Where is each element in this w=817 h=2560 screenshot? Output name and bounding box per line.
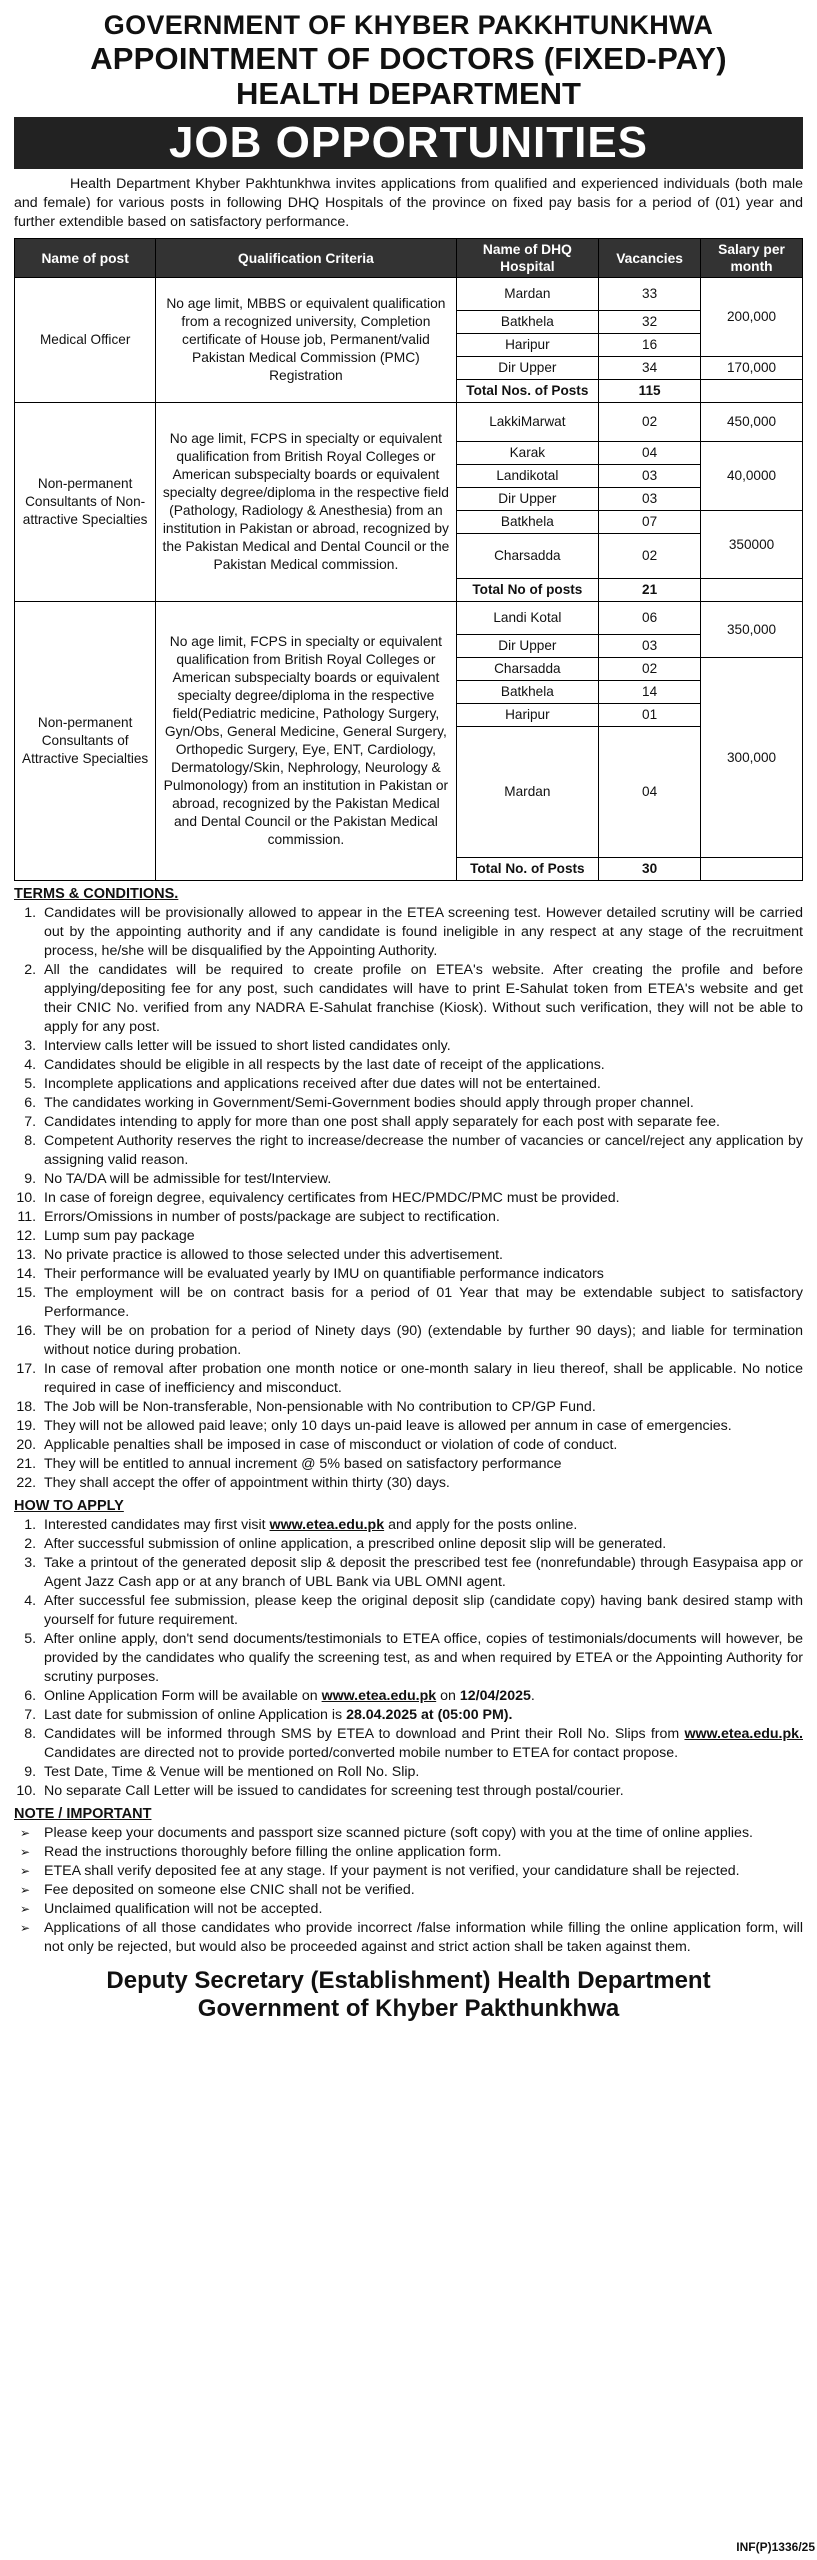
header [14,10,803,111]
list-item: 6. The candidates working in Government/Semi-Government bodies should apply through proper channel. [40,1094,803,1113]
post-name: Non-permanent Consultants of Attractive Specialties [15,602,156,881]
list-item: ➢ Applications of all those candidates who provide incorrect /false information while filling the online application form, will not only be rejected, but would also be proceeded against and strict action shall be taken against them. [40,1919,803,1957]
salary: 450,000 [701,403,803,442]
list-item: 3. Take a printout of the generated deposit slip & deposit the prescribed test fee (nonrefundable) through Easypaisa app or Agent Jazz Cash app or at any branch of UBL Bank via UBL OMNI agent. [40,1554,803,1592]
list-item [40,1725,803,1763]
intro-paragraph: Health Department Khyber Pakhtunkhwa invites applications from qualified and experienced individuals (both male and female) for various posts in following DHQ Hospitals of the province on fixed pay basis for a period of (01) year and further extendible based on satisfactory performance. [14,176,803,230]
list-item: 5. After online apply, don't send documents/testimonials to ETEA office, copies of testimonials/documents will however, be provided by the candidates who qualify the screening test, as and when required by ETEA or the Appointing Authority for scrutiny purposes. [40,1630,803,1687]
list-item: 3. Interview calls letter will be issued to short listed candidates only. [40,1037,803,1056]
vacancy-count: 34 [599,357,701,380]
total-label: Total No. of Posts [456,858,599,881]
list-item: 4. After successful fee submission, please keep the original deposit slip (candidate copy) having bank desired stamp with yourself for future requirement. [40,1592,803,1630]
vacancy-count: 06 [599,602,701,635]
hospital-name: Landi Kotal [456,602,599,635]
list-item: 7. Candidates intending to apply for more than one post shall apply separately for each post with separate fee. [40,1113,803,1132]
text: Online Application Form will be available on [44,1688,322,1704]
vacancy-count: 01 [599,704,701,727]
list-item: ➢ Read the instructions thoroughly before filling the online application form. [40,1843,803,1862]
signature-block [14,1967,803,2023]
list-item: 15. The employment will be on contract basis for a period of 01 Year that may be extendable subject to satisfactory Performance. [40,1284,803,1322]
job-opportunities-banner: JOB OPPORTUNITIES [14,117,803,169]
list-item: 5. Incomplete applications and applications received after due dates will not be entertained. [40,1075,803,1094]
reference-number: INF(P)1336/25 [736,2540,815,2554]
how-to-apply-list [14,1516,803,1801]
list-item: 10. In case of foreign degree, equivalency certificates from HEC/PMDC/PMC must be provided. [40,1189,803,1208]
table-row [15,403,803,442]
terms-title: TERMS & CONDITIONS. [14,886,179,902]
qualification-criteria: No age limit, FCPS in specialty or equivalent qualification from British Royal Colleges or American subspecialty boards or equivalent specialty degree/diploma in the respective field (Pathology, Radiology & Anesthesia) from an institution in Pakistan or abroad, recognized by the Pakistan Medical and Dental Council or the Pakistan Medical commission. [156,403,456,602]
salary: 200,000 [701,278,803,357]
post-name: Medical Officer [15,278,156,403]
list-item: 21. They will be entitled to annual increment @ 5% based on satisfactory performance [40,1455,803,1474]
col-header-vacancies: Vacancies [599,239,701,278]
empty-cell [701,858,803,881]
total-value: 21 [599,579,701,602]
list-item: 12. Lump sum pay package [40,1227,803,1246]
vacancy-count: 02 [599,534,701,579]
government-title: GOVERNMENT OF KHYBER PAKKHTUNKHWA [103,10,714,40]
list-item: 22. They shall accept the offer of appointment within thirty (30) days. [40,1474,803,1493]
text: Candidates will be informed through SMS by ETEA to download and Print their Roll No. Slips from [44,1726,685,1742]
terms-list [14,904,803,1493]
department-title: HEALTH DEPARTMENT [236,76,581,111]
vacancy-count: 03 [599,635,701,658]
table-header-row [15,239,803,278]
list-item: 11. Errors/Omissions in number of posts/package are subject to rectification. [40,1208,803,1227]
vacancy-count: 04 [599,442,701,465]
list-item: ➢ Fee deposited on someone else CNIC shall not be verified. [40,1881,803,1900]
vacancy-count: 14 [599,681,701,704]
col-header-post: Name of post [15,239,156,278]
table-row [15,602,803,635]
hospital-name: Haripur [456,704,599,727]
hospital-name: Mardan [456,727,599,858]
hospital-name: Dir Upper [456,635,599,658]
vacancy-count: 32 [599,311,701,334]
salary: 350000 [701,511,803,579]
text: Candidates are directed not to provide ported/converted mobile number to ETEA for contact propose. [44,1745,679,1761]
qualification-criteria: No age limit, MBBS or equivalent qualification from a recognized university, Completion certificate of House job, Permanent/valid Pakistan Medical Commission (PMC) Registration [156,278,456,403]
list-item: 9. No TA/DA will be admissible for test/Interview. [40,1170,803,1189]
empty-cell [701,579,803,602]
list-item: 20. Applicable penalties shall be imposed in case of misconduct or violation of code of conduct. [40,1436,803,1455]
text: and apply for the posts online. [384,1517,578,1533]
salary: 40,0000 [701,442,803,511]
col-header-hospital: Name of DHQ Hospital [456,239,599,278]
hospital-name: Charsadda [456,534,599,579]
hospital-name: Landikotal [456,465,599,488]
salary: 170,000 [701,357,803,380]
hospital-name: Mardan [456,278,599,311]
list-item: 17. In case of removal after probation one month notice or one-month salary in lieu thereof, shall be applicable. No notice required in case of inefficiency and misconduct. [40,1360,803,1398]
text: on [436,1688,460,1704]
etea-website-link[interactable]: www.etea.edu.pk. [684,1726,803,1742]
qualification-criteria: No age limit, FCPS in specialty or equivalent qualification from British Royal Colleges or American subspecialty boards or equivalent specialty degree/diploma in the respective field(Pediatric medicine, Pathology Surgery, Gyn/Obs, General Medicine, General Surgery, Orthopedic Surgery, Eye, ENT, Cardiology, Dermatology/Skin, Nephrology, Neurology & Pulmonology) from an institution in Pakistan or abroad, recognized by the Pakistan Medical and Dental Council or the Pakistan Medical commission. [156,602,456,881]
post-name: Non-permanent Consultants of Non- attractive Specialties [15,403,156,602]
total-value: 30 [599,858,701,881]
hospital-name: Haripur [456,334,599,357]
list-item: 14. Their performance will be evaluated yearly by IMU on quantifiable performance indicators [40,1265,803,1284]
list-item: 2. All the candidates will be required to create profile on ETEA's website. After creating the profile and before applying/depositing fee for any post, such candidates will have to print E-Sahulat token from ETEA's website and get their CNIC No. verified from any NADRA E-Sahulat franchise (Kiosk). Without such verification, they will not be able to apply for any post. [40,961,803,1037]
hospital-name: Charsadda [456,658,599,681]
total-value: 115 [599,380,701,403]
list-item: 19. They will not be allowed paid leave; only 10 days un-paid leave is allowed per annum in case of emergencies. [40,1417,803,1436]
col-header-salary: Salary per month [701,239,803,278]
notes-title: NOTE / IMPORTANT [14,1806,152,1822]
list-item: 4. Candidates should be eligible in all respects by the last date of receipt of the applications. [40,1056,803,1075]
salary: 300,000 [701,658,803,858]
total-label: Total Nos. of Posts [456,380,599,403]
list-item: 8. Competent Authority reserves the right to increase/decrease the number of vacancies or cancel/reject any application by assigning valid reason. [40,1132,803,1170]
signatory-title: Deputy Secretary (Establishment) Health Department [106,1967,711,1994]
total-label: Total No of posts [456,579,599,602]
list-item: 1. Candidates will be provisionally allowed to appear in the ETEA screening test. However detailed scrutiny will be carried out by the appointing authority and if any candidate is found ineligible in any respect at any stage of the recruitment process, he/she will be disqualified by the Appointing Authority. [40,904,803,961]
empty-cell [701,380,803,403]
table-row [15,278,803,311]
col-header-qualification: Qualification Criteria [156,239,456,278]
vacancy-count: 16 [599,334,701,357]
hospital-name: Batkhela [456,511,599,534]
list-item: 18. The Job will be Non-transferable, Non-pensionable with No contribution to CP/GP Fund. [40,1398,803,1417]
text: Last date for submission of online Application is [44,1707,347,1723]
etea-website-link[interactable]: www.etea.edu.pk [269,1517,385,1533]
hospital-name: Batkhela [456,681,599,704]
hospital-name: Dir Upper [456,357,599,380]
hospital-name: Dir Upper [456,488,599,511]
notes-list [14,1824,803,1957]
advertisement [14,0,803,2023]
hospital-name: LakkiMarwat [456,403,599,442]
vacancy-count: 07 [599,511,701,534]
list-item: 16. They will be on probation for a period of Ninety days (90) (extendable by further 90 days); and liable for termination without notice during probation. [40,1322,803,1360]
vacancy-count: 04 [599,727,701,858]
text: . [530,1688,535,1704]
signatory-government: Government of Khyber Pakthunkhwa [197,1995,620,2022]
appointment-title: APPOINTMENT OF DOCTORS (FIXED-PAY) [90,41,727,76]
etea-website-link[interactable]: www.etea.edu.pk [321,1688,437,1704]
vacancy-count: 03 [599,488,701,511]
list-item: ➢ Unclaimed qualification will not be accepted. [40,1900,803,1919]
list-item: 10. No separate Call Letter will be issued to candidates for screening test through postal/courier. [40,1782,803,1801]
list-item [40,1706,803,1725]
hospital-name: Batkhela [456,311,599,334]
salary: 350,000 [701,602,803,658]
open-date: 12/04/2025 [459,1688,531,1704]
list-item: 2. After successful submission of online application, a prescribed online deposit slip will be generated. [40,1535,803,1554]
vacancy-count: 02 [599,403,701,442]
list-item: ➢ Please keep your documents and passport size scanned picture (soft copy) with you at the time of online applies. [40,1824,803,1843]
list-item [40,1687,803,1706]
list-item: 9. Test Date, Time & Venue will be mentioned on Roll No. Slip. [40,1763,803,1782]
vacancy-count: 03 [599,465,701,488]
last-date: 28.04.2025 at (05:00 PM). [346,1707,513,1723]
vacancy-count: 02 [599,658,701,681]
hospital-name: Karak [456,442,599,465]
vacancy-count: 33 [599,278,701,311]
jobs-table [14,238,803,881]
list-item: ➢ ETEA shall verify deposited fee at any stage. If your payment is not verified, your candidature shall be rejected. [40,1862,803,1881]
list-item [40,1516,803,1535]
text: Interested candidates may first visit [44,1517,270,1533]
list-item: 13. No private practice is allowed to those selected under this advertisement. [40,1246,803,1265]
how-to-apply-title: HOW TO APPLY [14,1498,124,1514]
